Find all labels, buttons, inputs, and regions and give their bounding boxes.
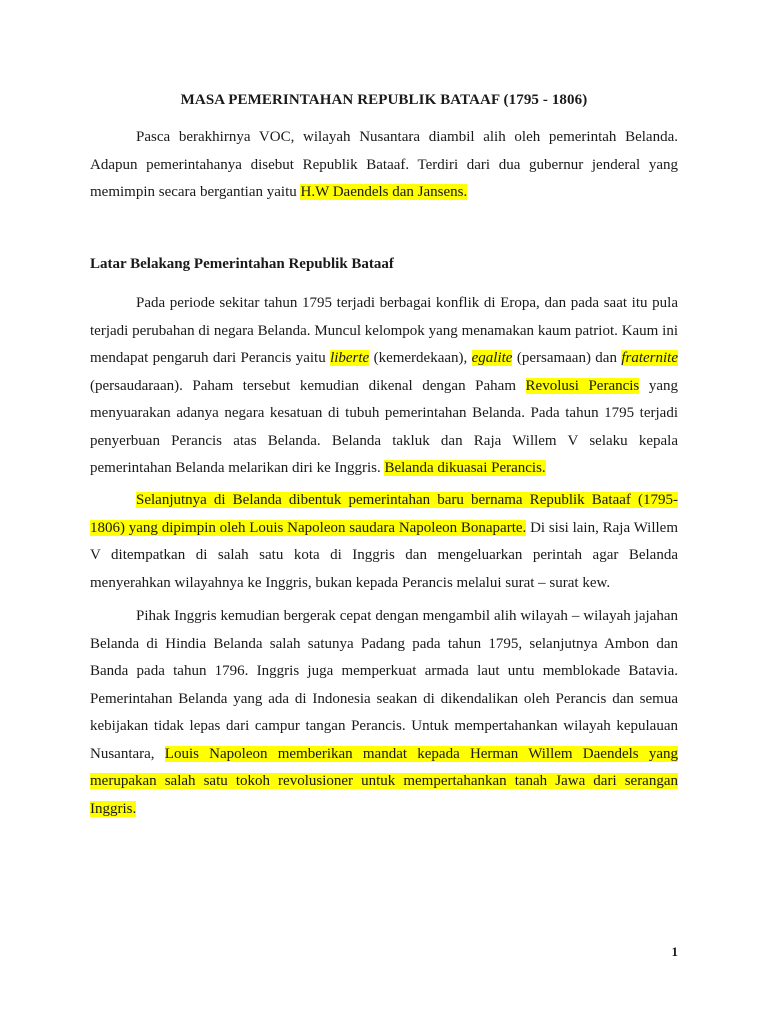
p3-highlight: Louis Napoleon memberikan mandat kepada Herman Willem Daendels yang merupakan salah satu tokoh revolusioner untuk mempertahankan tanah Jawa dari serangan Inggris. (90, 745, 678, 817)
intro-paragraph (90, 124, 678, 207)
p1-text-3: (persamaan) dan (512, 350, 622, 366)
section-heading: Latar Belakang Pemerintahan Republik Bataaf (90, 256, 394, 272)
p1-text-5: yang menyuarakan adanya negara kesatuan di tubuh pemerintahan Belanda. Pada tahun 1795 terjadi penyerbuan Perancis atas Belanda. Belanda takluk dan Raja Willem V selaku kepala pemerintahan Belanda melarikan diri ke Inggris. (90, 377, 678, 476)
p1-text-2: (kemerdekaan), (369, 350, 472, 366)
p1-egalite: egalite (471, 350, 513, 366)
p1-text-1: Pada periode sekitar tahun 1795 terjadi berbagai konflik di Eropa, dan pada saat itu pula terjadi perubahan di negara Belanda. Muncul kelompok yang menamakan kaum patriot. Kaum ini mendapat pengaruh dari Perancis yaitu (90, 295, 678, 366)
intro-highlight: H.W Daendels dan Jansens. (300, 184, 468, 200)
paragraph-2 (90, 487, 678, 597)
p1-liberte: liberte (330, 350, 370, 366)
document-title: MASA PEMERINTAHAN REPUBLIK BATAAF (1795 - 1806) (180, 92, 588, 108)
p1-highlight-revolusi: Revolusi Perancis (525, 377, 640, 394)
paragraph-3 (90, 603, 678, 823)
page-number: 1 (671, 944, 678, 959)
p2-text: Di sisi lain, Raja Willem V ditempatkan di salah satu kota di Inggris dan mengeluarkan perintah agar Belanda menyerahkan wilayahnya ke Inggris, bukan kepada Perancis melalui surat – surat kew. (90, 519, 678, 591)
p1-text-4: (persaudaraan). Paham tersebut kemudian dikenal dengan Paham (90, 377, 526, 394)
p3-text: Pihak Inggris kemudian bergerak cepat dengan mengambil alih wilayah – wilayah jajahan Belanda di Hindia Belanda salah satunya Padang pada tahun 1795, selanjutnya Ambon dan Banda pada tahun 1796. Inggris juga memperkuat armada laut untu memblokade Batavia. Pemerintahan Belanda yang ada di Indonesia seakan di dikendalikan oleh Perancis dan semua kebijakan tidak lepas dari campur tangan Perancis. Untuk mempertahankan wilayah kepulauan Nusantara, (90, 608, 678, 762)
p2-highlight: Selanjutnya di Belanda dibentuk pemerintahan baru bernama Republik Bataaf (1795-1806) yang dipimpin oleh Louis Napoleon saudara Napoleon Bonaparte. (90, 492, 678, 536)
p1-highlight-dikuasai: Belanda dikuasai Perancis. (384, 460, 546, 476)
paragraph-1 (90, 290, 678, 483)
p1-fraternite: fraternite (621, 350, 679, 366)
intro-text: Pasca berakhirnya VOC, wilayah Nusantara diambil alih oleh pemerintah Belanda. Adapun pemerintahanya disebut Republik Bataaf. Terdiri dari dua gubernur jenderal yang memimpin secara bergantian yaitu (90, 129, 678, 200)
